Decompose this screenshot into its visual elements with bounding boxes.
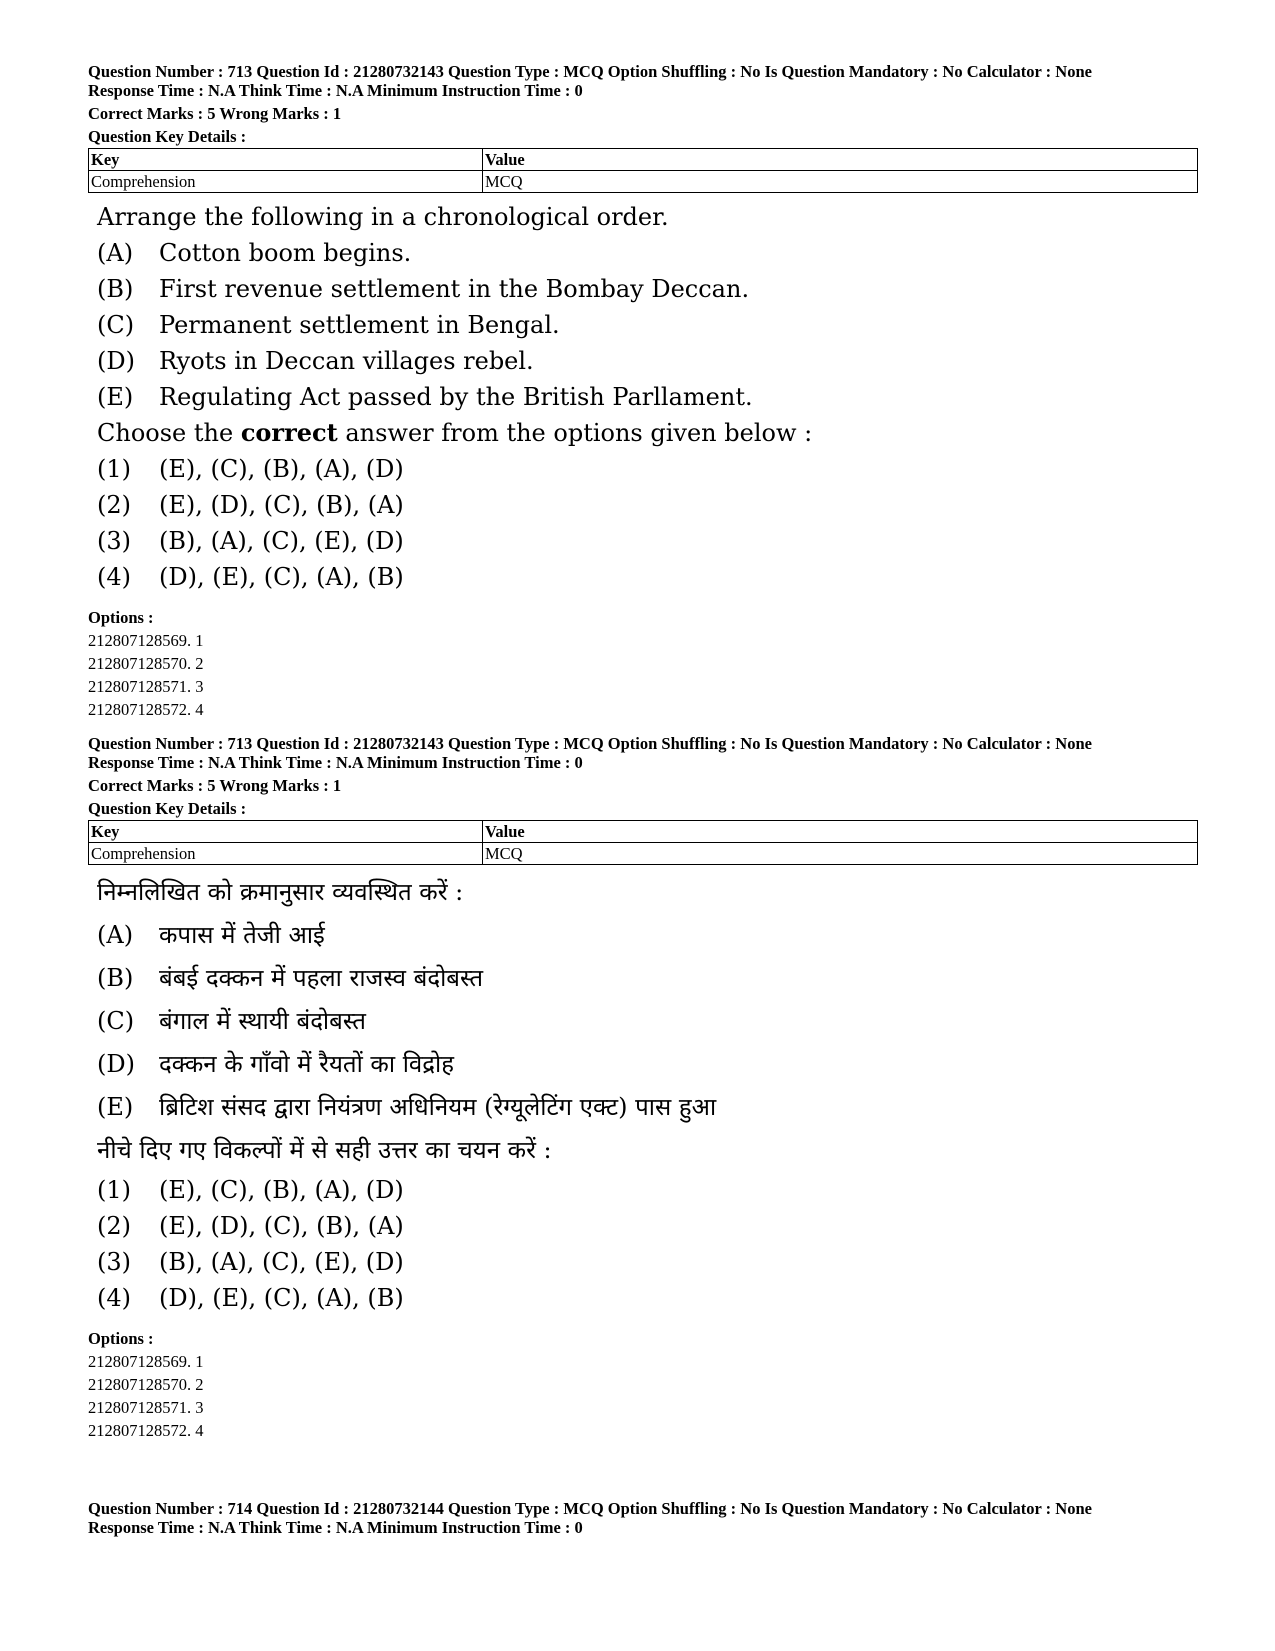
question-item: [97, 343, 1198, 379]
question-timing-line: Response Time : N.A Think Time : N.A Minimum Instruction Time : 0: [88, 1518, 583, 1537]
question-item: [97, 235, 1198, 271]
question-item: [97, 914, 1198, 957]
item-label: (D): [97, 347, 135, 375]
table-header-row: [89, 821, 1198, 843]
question-timing-line: Response Time : N.A Think Time : N.A Minimum Instruction Time : 0: [88, 753, 583, 772]
answer-text: (E), (D), (C), (B), (A): [159, 491, 404, 519]
question-item: [97, 271, 1198, 307]
item-label: (B): [97, 275, 134, 303]
answer-text: (E), (D), (C), (B), (A): [159, 1212, 404, 1240]
table-header-value: Value: [483, 821, 1198, 843]
answer-label: (4): [97, 1284, 131, 1312]
key-details-label: Question Key Details :: [88, 799, 247, 818]
item-text: Cotton boom begins.: [159, 239, 412, 267]
table-header-row: [89, 149, 1198, 171]
answer-label: (1): [97, 1176, 131, 1204]
item-text: बंगाल में स्थायी बंदोबस्त: [159, 1007, 366, 1035]
answer-label: (4): [97, 563, 131, 591]
item-text: बंबई दक्कन में पहला राजस्व बंदोबस्त: [159, 964, 484, 992]
table-header-key: Key: [89, 149, 483, 171]
option-id-row: 212807128572. 4: [88, 1421, 204, 1440]
key-details-label: Question Key Details :: [88, 127, 247, 146]
item-text: Permanent settlement in Bengal.: [159, 311, 560, 339]
question-item: [97, 1000, 1198, 1043]
question-prompt: Arrange the following in a chronological order.: [97, 203, 669, 231]
answer-label: (3): [97, 1248, 131, 1276]
key-value-table: [88, 820, 1198, 865]
answer-choice: [97, 1172, 1198, 1208]
question-meta-line: Question Number : 713 Question Id : 21280732143 Question Type : MCQ Option Shuffling : No Is Question Mandatory : No Calculator : None: [88, 734, 1092, 753]
option-id-row: 212807128570. 2: [88, 1375, 204, 1394]
item-label: (C): [97, 1007, 135, 1035]
item-label: (A): [97, 239, 134, 267]
question-item: [97, 307, 1198, 343]
marks-line: Correct Marks : 5 Wrong Marks : 1: [88, 104, 342, 123]
question-block-english: [88, 62, 1198, 721]
marks-line: Correct Marks : 5 Wrong Marks : 1: [88, 776, 342, 795]
option-id-row: 212807128569. 1: [88, 1352, 204, 1371]
choose-instruction: [97, 415, 1198, 451]
answer-text: (D), (E), (C), (A), (B): [159, 563, 404, 591]
question-body: [97, 199, 1198, 595]
item-text: Regulating Act passed by the British Parllament.: [159, 383, 753, 411]
item-text: First revenue settlement in the Bombay Deccan.: [159, 275, 750, 303]
answer-choice: [97, 1280, 1198, 1316]
item-label: (A): [97, 921, 134, 949]
item-label: (C): [97, 311, 135, 339]
answer-choice: [97, 523, 1198, 559]
question-item: [97, 379, 1198, 415]
question-meta-line: Question Number : 713 Question Id : 21280732143 Question Type : MCQ Option Shuffling : No Is Question Mandatory : No Calculator : None: [88, 62, 1092, 81]
answer-choice: [97, 559, 1198, 595]
table-cell-key: Comprehension: [89, 843, 483, 865]
item-text: दक्कन के गाँवो में रैयतों का विद्रोह: [159, 1050, 454, 1078]
table-cell-value: MCQ: [483, 171, 1198, 193]
item-text: कपास में तेजी आई: [159, 921, 325, 949]
question-block-hindi: [88, 734, 1198, 1442]
next-question-block: [88, 1499, 1198, 1537]
answer-label: (1): [97, 455, 131, 483]
table-header-value: Value: [483, 149, 1198, 171]
table-row: [89, 171, 1198, 193]
answer-label: (2): [97, 1212, 131, 1240]
option-id-row: 212807128571. 3: [88, 1398, 204, 1417]
question-timing-line: Response Time : N.A Think Time : N.A Minimum Instruction Time : 0: [88, 81, 583, 100]
table-cell-value: MCQ: [483, 843, 1198, 865]
answer-label: (2): [97, 491, 131, 519]
answer-choice: [97, 1208, 1198, 1244]
choose-prefix: Choose the: [97, 419, 241, 447]
option-id-row: 212807128570. 2: [88, 654, 204, 673]
answer-text: (E), (C), (B), (A), (D): [159, 1176, 404, 1204]
option-id-row: 212807128572. 4: [88, 700, 204, 719]
table-cell-key: Comprehension: [89, 171, 483, 193]
option-id-row: 212807128571. 3: [88, 677, 204, 696]
answer-text: (E), (C), (B), (A), (D): [159, 455, 404, 483]
item-label: (E): [97, 383, 134, 411]
answer-text: (B), (A), (C), (E), (D): [159, 527, 404, 555]
item-label: (B): [97, 964, 134, 992]
question-meta-line: Question Number : 714 Question Id : 21280732144 Question Type : MCQ Option Shuffling : No Is Question Mandatory : No Calculator : None: [88, 1499, 1092, 1518]
question-item: [97, 1043, 1198, 1086]
answer-choice: [97, 487, 1198, 523]
choose-instruction: नीचे दिए गए विकल्पों में से सही उत्तर का चयन करें :: [97, 1136, 552, 1164]
options-label: Options :: [88, 1329, 154, 1348]
answer-text: (B), (A), (C), (E), (D): [159, 1248, 404, 1276]
answer-choice: [97, 451, 1198, 487]
answer-text: (D), (E), (C), (A), (B): [159, 1284, 404, 1312]
key-value-table: [88, 148, 1198, 193]
item-label: (E): [97, 1093, 134, 1121]
options-label: Options :: [88, 608, 154, 627]
item-text: Ryots in Deccan villages rebel.: [159, 347, 534, 375]
question-item: [97, 957, 1198, 1000]
item-text: ब्रिटिश संसद द्वारा नियंत्रण अधिनियम (रेग्यूलेटिंग एक्ट) पास हुआ: [159, 1093, 717, 1121]
option-id-row: 212807128569. 1: [88, 631, 204, 650]
table-row: [89, 843, 1198, 865]
choose-suffix: answer from the options given below :: [337, 419, 813, 447]
question-prompt: निम्नलिखित को क्रमानुसार व्यवस्थित करें :: [97, 878, 464, 906]
question-body: [97, 871, 1198, 1316]
table-header-key: Key: [89, 821, 483, 843]
choose-bold: correct: [240, 418, 338, 447]
answer-label: (3): [97, 527, 131, 555]
item-label: (D): [97, 1050, 135, 1078]
answer-choice: [97, 1244, 1198, 1280]
question-item: [97, 1086, 1198, 1129]
